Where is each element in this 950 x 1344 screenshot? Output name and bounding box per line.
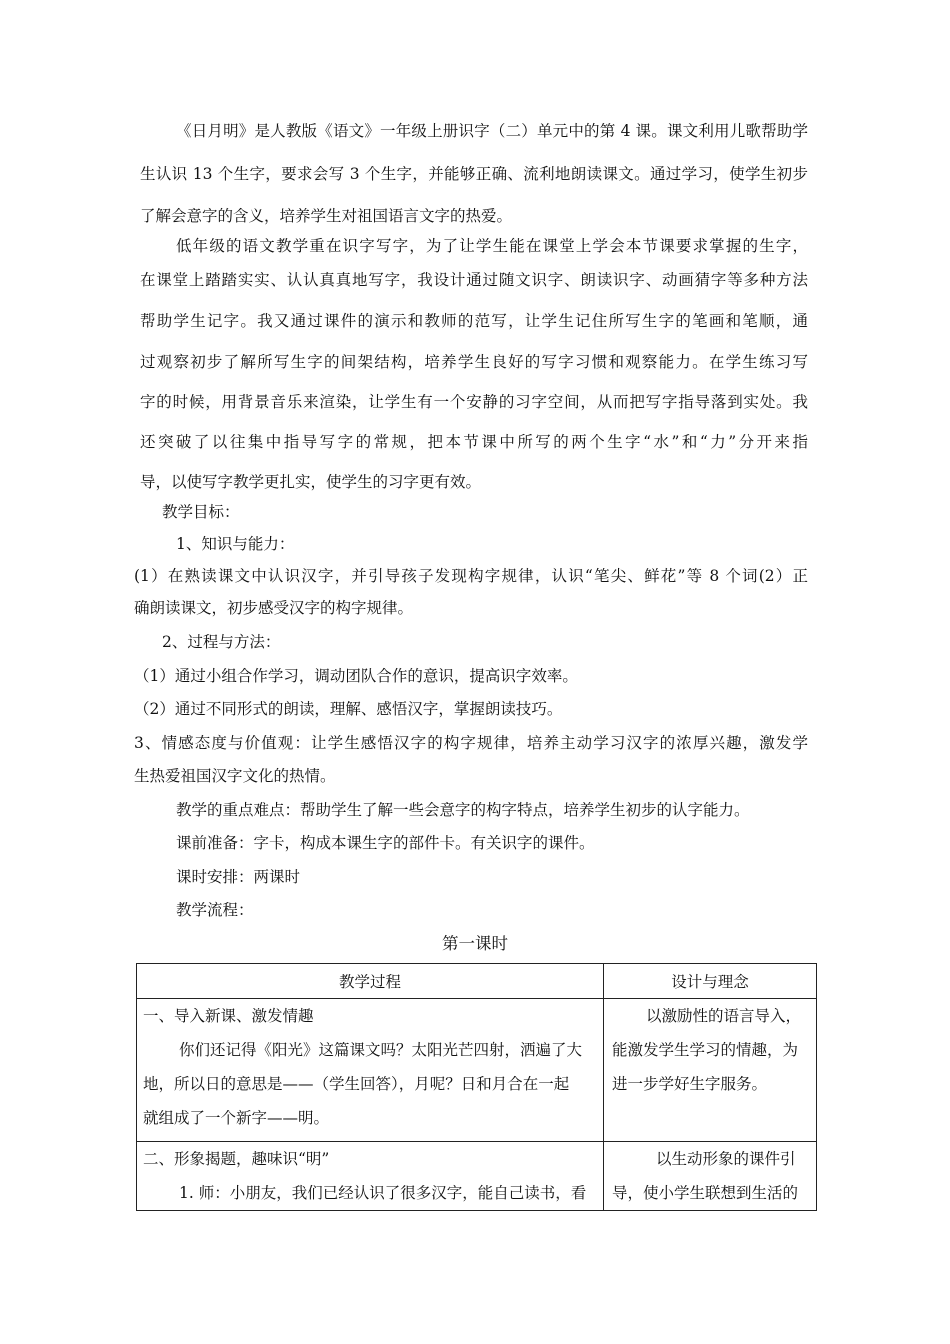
step-text: 你们还记得《阳光》这篇课文吗？太阳光芒四射，洒遍了大	[179, 1041, 583, 1059]
intro-p1-line-3: 了解会意字的含义，培养学生对祖国语言文字的热爱。	[140, 207, 513, 225]
process-cell	[137, 999, 604, 1142]
rationale-text: 导，使小学生联想到生活的	[612, 1184, 799, 1202]
step-text: 1. 师：小朋友，我们已经认识了很多汉字，能自己读书，看	[179, 1184, 587, 1202]
step-text: 就组成了一个新字——明。	[143, 1109, 330, 1127]
header-rationale: 设计与理念	[604, 964, 817, 999]
knowledge-line-1: (1）在熟读课文中认识汉字，并引导孩子发现构字规律，认识“笔尖、鲜花”等 8 个词(2）正	[134, 567, 808, 585]
step-heading: 一、导入新课、激发情趣	[143, 1007, 314, 1025]
rationale-cell	[604, 1142, 817, 1211]
intro-p2-line-3: 帮助学生记字。我又通过课件的演示和教师的范写，让学生记住所写生字的笔画和笔顺，通	[140, 312, 808, 330]
schedule: 课时安排：两课时	[176, 868, 301, 886]
process-item-1: （1）通过小组合作学习，调动团队合作的意识，提高识字效率。	[134, 667, 578, 685]
rationale-cell	[604, 999, 817, 1142]
table-title: 第一课时	[442, 934, 508, 953]
knowledge-heading: 1、知识与能力：	[176, 535, 295, 553]
intro-p2-line-4: 过观察初步了解所写生字的间架结构，培养学生良好的写字习惯和观察能力。在学生练习写	[140, 353, 808, 371]
key-points: 教学的重点难点：帮助学生了解一些会意字的构字特点，培养学生初步的认字能力。	[176, 801, 750, 819]
intro-p2-line-6: 还突破了以往集中指导写字的常规，把本节课中所写的两个生字“水”和“力”分开来指	[140, 433, 808, 451]
rationale-text: 进一步学好生字服务。	[612, 1075, 768, 1093]
table-row	[137, 999, 817, 1142]
step-heading: 二、形象揭题，趣味识“明”	[143, 1150, 330, 1168]
process-heading: 2、过程与方法：	[162, 633, 281, 651]
intro-p1-line-1: 《日月明》是人教版《语文》一年级上册识字（二）单元中的第 4 课。课文利用儿歌帮助学	[176, 122, 808, 140]
process-item-2: （2）通过不同形式的朗读，理解、感悟汉字，掌握朗读技巧。	[134, 700, 563, 718]
emotion-line-2: 生热爱祖国汉字文化的热情。	[134, 767, 336, 785]
intro-p1-line-2: 生认识 13 个生字，要求会写 3 个生字，并能够正确、流利地朗读课文。通过学习，使学生初步	[140, 165, 808, 183]
intro-p2-line-1: 低年级的语文教学重在识字写字，为了让学生能在课堂上学会本节课要求掌握的生字，	[176, 237, 808, 255]
rationale-text: 能激发学生学习的情趣，为	[612, 1041, 799, 1059]
lesson-table	[136, 963, 817, 1211]
emotion-line-1: 3、情感态度与价值观：让学生感悟汉字的构字规律，培养主动学习汉字的浓厚兴趣，激发学	[134, 734, 808, 752]
intro-p2-line-5: 字的时候，用背景音乐来渲染，让学生有一个安静的习字空间，从而把写字指导落到实处。我	[140, 393, 808, 411]
intro-p2-line-7: 导，以使写字教学更扎实，使学生的习字更有效。	[140, 473, 482, 491]
preparation: 课前准备：字卡，构成本课生字的部件卡。有关识字的课件。	[176, 834, 595, 852]
objectives-heading: 教学目标：	[162, 503, 240, 521]
step-text: 地，所以日的意思是——（学生回答），月呢？日和月合在一起	[143, 1075, 570, 1093]
rationale-text: 以生动形象的课件引	[656, 1150, 796, 1168]
header-process: 教学过程	[137, 964, 604, 999]
process-cell	[137, 1142, 604, 1211]
table-header-row	[137, 964, 817, 999]
rationale-text: 以激励性的语言导入，	[646, 1007, 802, 1025]
intro-p2-line-2: 在课堂上踏踏实实、认认真真地写字，我设计通过随文识字、朗读识字、动画猜字等多种方法	[140, 271, 808, 289]
knowledge-line-2: 确朗读课文，初步感受汉字的构字规律。	[134, 599, 414, 617]
table-row	[137, 1142, 817, 1211]
teaching-flow-heading: 教学流程：	[176, 901, 254, 919]
